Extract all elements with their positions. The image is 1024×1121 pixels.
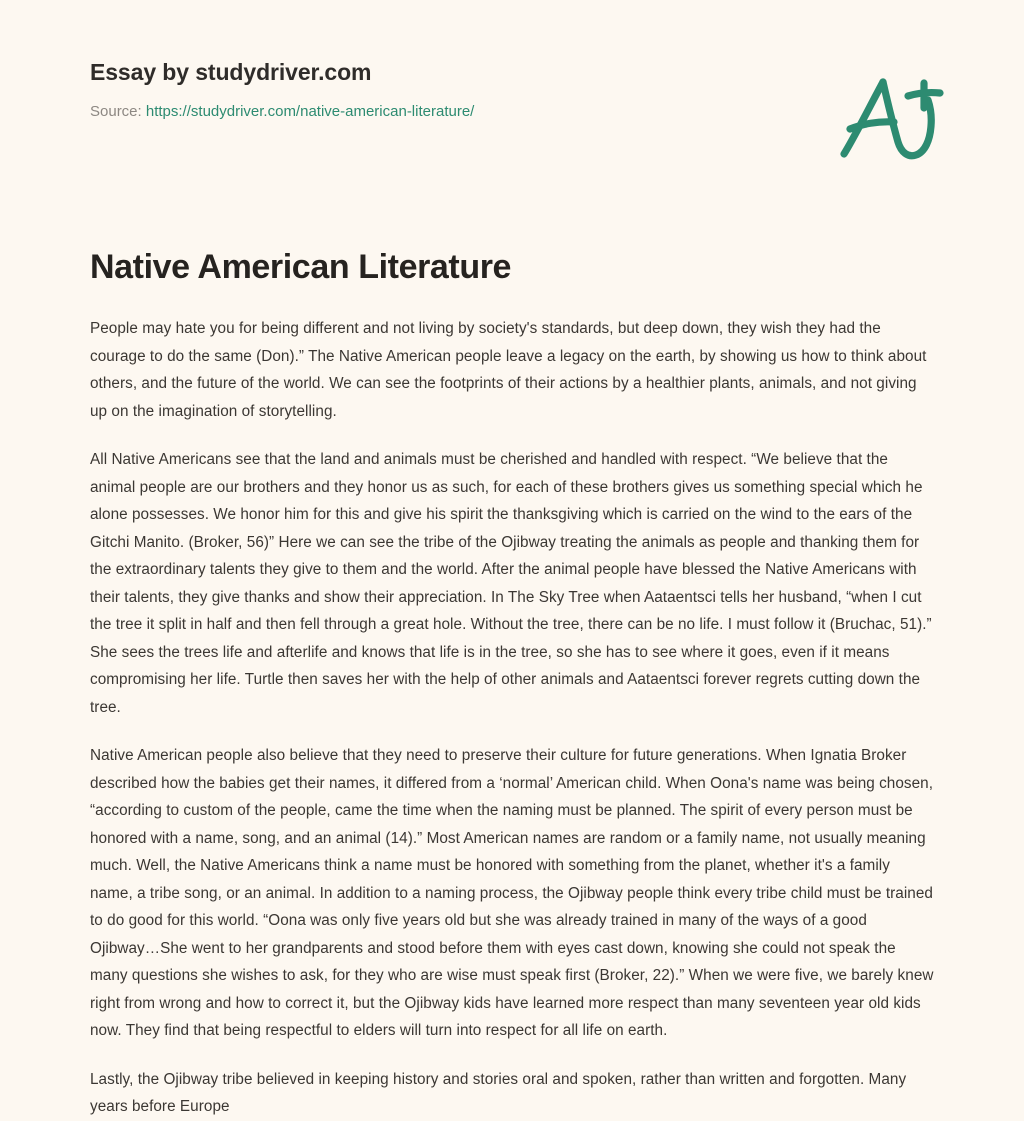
- source-line: [90, 102, 790, 122]
- article-body: [90, 315, 935, 1121]
- page-title: Native American Literature: [90, 248, 512, 286]
- a-plus-logo: [836, 66, 948, 166]
- article: [90, 248, 935, 1121]
- header-text-block: [90, 58, 790, 122]
- paragraph: People may hate you for being different and not living by society's standards, but deep down, they wish they had the courage to do the same (Don).” The Native American people leave a legacy on the earth, by showing us how to think about others, and the future of the world. We can see the footprints of their actions by a healthier plants, animals, and not giving up on the imagination of storytelling.: [90, 320, 927, 420]
- source-label: Source:: [90, 102, 142, 120]
- paragraph: Native American people also believe that they need to preserve their culture for future generations. When Ignatia Broker described how the babies get their names, it differed from a ‘normal’ American child. When Oona's name was being chosen, “according to custom of the people, came the time when the naming must be planned. The spirit of every person must be honored with a name, song, and an animal (14).” Most American names are random or a family name, not usually meaning much. Well, the Native Americans think a name must be honored with something from the planet, whether it's a family name, a tribe song, or an animal. In addition to a naming process, the Ojibway people think every tribe child must be trained to do good for this world. “Oona was only five years old but she was already trained in many of the ways of a good Ojibway…She went to her grandparents and stood before them with eyes cast down, knowing she could not speak the many questions she wishes to ask, for they who are wise must speak first (Broker, 22).” When we were five, we barely knew right from wrong and how to correct it, but the Ojibway kids have learned more respect than many seventeen year old kids now. They find that being respectful to elders will turn into respect for all life on earth.: [90, 747, 934, 1040]
- paragraph: Lastly, the Ojibway tribe believed in keeping history and stories oral and spoken, rather than written and forgotten. Many years before Europe: [90, 1070, 907, 1116]
- a-plus-logo-icon: [836, 66, 948, 166]
- document-header: [0, 0, 1024, 200]
- paragraph: All Native Americans see that the land and animals must be cherished and handled with respect. “We believe that the animal people are our brothers and they honor us as such, for each of these brothers gives us something special which he alone possesses. We honor him for this and give his spirit the thanksgiving which is carried on the wind to the ears of the Gitchi Manito. (Broker, 56)” Here we can see the tribe of the Ojibway treating the animals as people and thanking them for the extraordinary talents they give to them and the world. After the animal people have blessed the Native Americans with their talents, they give thanks and show their appreciation. In The Sky Tree when Aataentsci tells her husband, “when I cut the tree it split in half and then fell through a great hole. Without the tree, there can be no life. I must follow it (Bruchac, 51).” She sees the trees life and afterlife and knows that life is in the tree, so she has to see where it goes, even if it means compromising her life. Turtle then saves her with the help of other animals and Aataentsci forever regrets cutting down the tree.: [90, 451, 932, 716]
- source-url-link[interactable]: https://studydriver.com/native-american-literature/: [145, 102, 475, 120]
- essay-byline: Essay by studydriver.com: [90, 59, 372, 85]
